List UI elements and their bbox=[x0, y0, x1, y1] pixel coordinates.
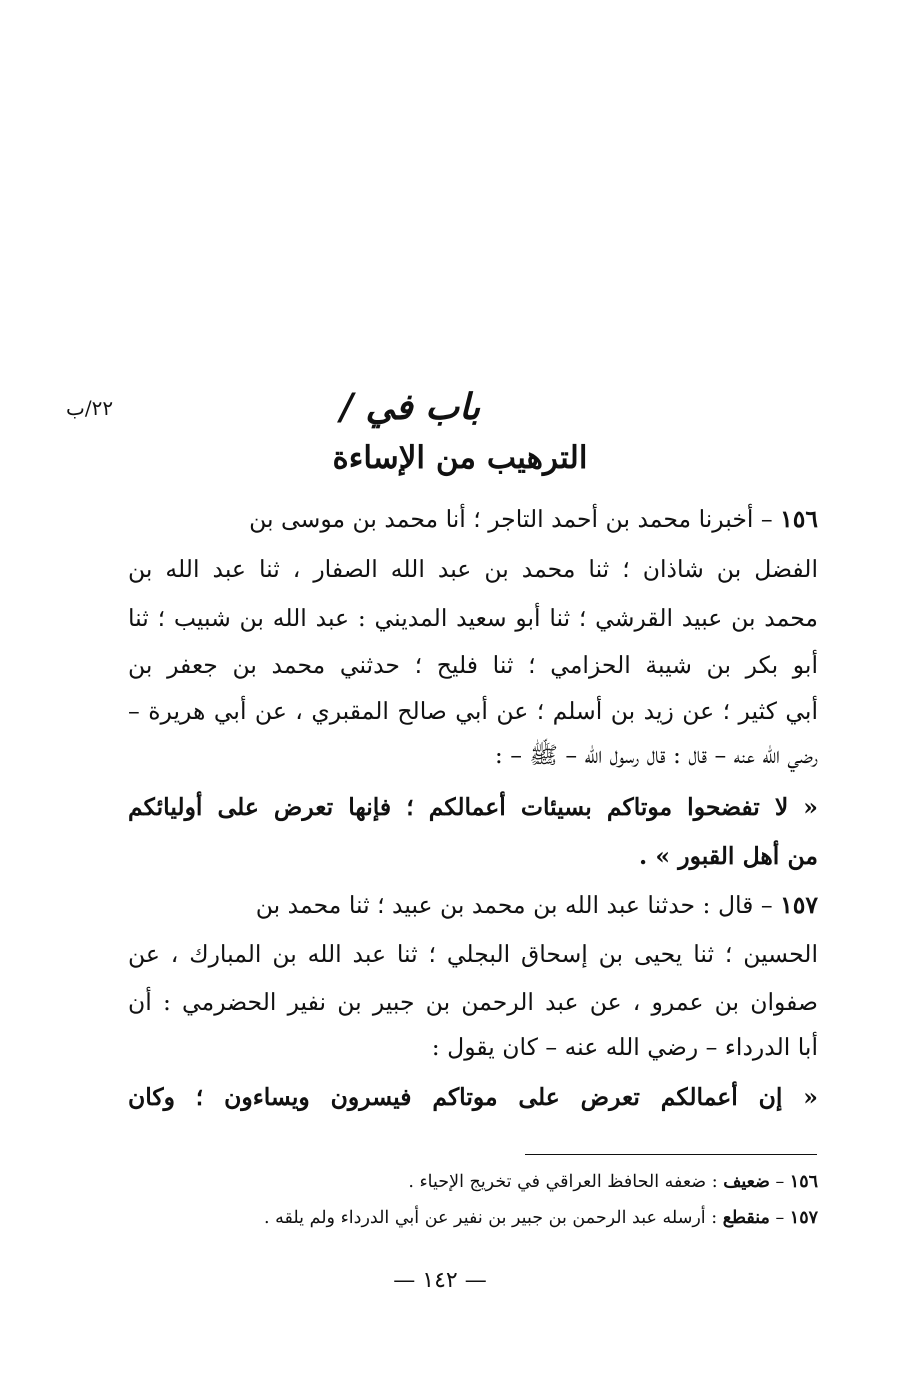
hadith-line: أبا الدرداء – رضي الله عنه – كان يقول : bbox=[431, 1033, 818, 1061]
manuscript-folio-note: ٢٢/ب bbox=[66, 396, 114, 420]
footnote-text: : ضعفه الحافظ العراقي في تخريج الإحياء . bbox=[408, 1172, 718, 1192]
hadith-line: الفضل بن شاذان ؛ ثنا محمد بن عبد الله الصفار ، ثنا عبد الله بن bbox=[128, 555, 818, 583]
hadith-matn-line: « لا تفضحوا موتاكم بسيئات أعمالكم ؛ فإنها تعرض على أوليائكم bbox=[128, 793, 818, 821]
hadith-line: أبي كثير ؛ عن زيد بن أسلم ؛ عن أبي صالح المقبري ، عن أبي هريرة – bbox=[128, 697, 818, 725]
chapter-title: باب في / bbox=[339, 386, 481, 428]
hadith-line bbox=[128, 505, 818, 533]
footnote-number: ١٥٧ bbox=[789, 1208, 818, 1228]
hadith-text: – قال : حدثنا عبد الله بن محمد بن عبيد ؛ ثنا محمد بن bbox=[255, 891, 773, 919]
hadith-line: أبو بكر بن شيبة الحزامي ؛ ثنا فليح ؛ حدثني محمد بن جعفر بن bbox=[128, 651, 818, 679]
hadith-line bbox=[128, 891, 818, 919]
footnote-grade: ضعيف bbox=[723, 1172, 770, 1192]
footnote-grade: منقطع bbox=[722, 1208, 770, 1228]
hadith-line: صفوان بن عمرو ، عن عبد الرحمن بن جبير بن نفير الحضرمي : أن bbox=[128, 988, 818, 1016]
hadith-matn-line: من أهل القبور » . bbox=[639, 842, 818, 870]
chapter-subtitle: الترهيب من الإساءة bbox=[332, 440, 588, 476]
hadith-line: محمد بن عبيد القرشي ؛ ثنا أبو سعيد المديني : عبد الله بن شبيب ؛ ثنا bbox=[128, 604, 818, 632]
hadith-line: رضي الله عنه – قال : قال رسول الله – ﷺ – : bbox=[494, 741, 818, 769]
footnote-separator bbox=[525, 1154, 817, 1155]
hadith-text: – أخبرنا محمد بن أحمد التاجر ؛ أنا محمد بن موسى بن bbox=[249, 505, 773, 533]
hadith-number: ١٥٦ bbox=[780, 505, 818, 533]
hadith-number: ١٥٧ bbox=[780, 891, 818, 919]
page-number: — ١٤٢ — bbox=[393, 1268, 487, 1293]
hadith-matn-line: « إن أعمالكم تعرض على موتاكم فيسرون ويساءون ؛ وكان bbox=[128, 1083, 818, 1111]
footnote: ١٥٧ – منقطع : أرسله عبد الرحمن بن جبير بن نفير عن أبي الدرداء ولم يلقه . bbox=[263, 1208, 818, 1228]
footnote-number: ١٥٦ bbox=[789, 1172, 818, 1192]
footnote: ١٥٦ – ضعيف : ضعفه الحافظ العراقي في تخريج الإحياء . bbox=[408, 1172, 818, 1192]
hadith-line: الحسين ؛ ثنا يحيى بن إسحاق البجلي ؛ ثنا عبد الله بن المبارك ، عن bbox=[128, 940, 818, 968]
footnote-text: : أرسله عبد الرحمن بن جبير بن نفير عن أبي الدرداء ولم يلقه . bbox=[263, 1208, 718, 1228]
